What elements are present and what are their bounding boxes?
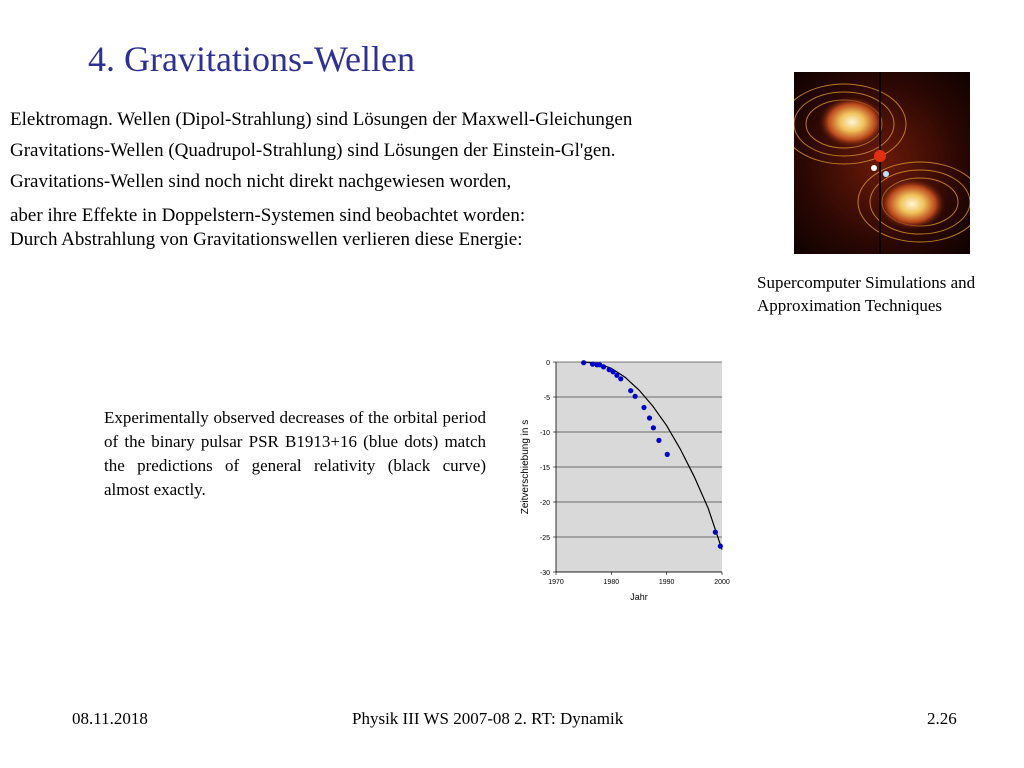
x-tick-label: 1990 [658,579,675,586]
slide-title: 4. Gravitations-Wellen [88,39,416,79]
image-caption [757,271,975,317]
bullet-line: Gravitations-Wellen sind noch nicht direkt nachgewiesen worden, [10,171,512,192]
x-tick-label: 1980 [603,579,620,586]
y-tick-label: -20 [539,500,550,507]
caption-line: Supercomputer Simulations and [757,273,976,292]
data-point [610,369,615,374]
data-point [581,360,586,365]
data-point [656,438,661,443]
x-tick-label: 1970 [548,579,564,586]
data-point [614,373,619,378]
footer-date: 08.11.2018 [72,709,148,728]
bullet-line: Durch Abstrahlung von Gravitationswellen verlieren diese Energie: [10,229,523,250]
y-tick-label: -5 [543,395,550,402]
chart-description: Experimentally observed decreases of the orbital period of the binary pulsar PSR B1913+16 (blue dots) match the predictions of general relativity (black curve) almost exactly. [104,408,486,499]
x-tick-label: 2000 [714,579,730,586]
bullet-line: aber ihre Effekte in Doppelstern-Systemen sind beobachtet worden: [10,205,526,226]
data-point [641,405,646,410]
y-tick-label: -10 [539,430,550,437]
caption-line: Approximation Techniques [757,296,942,315]
pulsar-timing-chart [510,350,750,610]
simulation-image [794,72,970,254]
data-point [601,364,606,369]
y-tick-label: -15 [539,465,550,472]
data-point [590,362,595,367]
data-point [665,452,670,457]
data-point [713,530,718,535]
bullet-line: Elektromagn. Wellen (Dipol-Strahlung) sind Lösungen der Maxwell-Gleichungen [10,109,633,130]
data-point [618,376,623,381]
y-tick-label: -30 [539,570,550,577]
data-point [647,415,652,420]
data-point [633,394,638,399]
footer-course: Physik III WS 2007-08 2. RT: Dynamik [352,709,624,728]
data-point [628,388,633,393]
y-tick-label: 0 [546,360,550,367]
data-point [718,544,723,549]
bullet-line: Gravitations-Wellen (Quadrupol-Strahlung) sind Lösungen der Einstein-Gl'gen. [10,140,616,161]
y-tick-label: -25 [539,535,550,542]
data-point [651,425,656,430]
x-axis-label: Jahr [630,592,648,602]
bullet-list [10,104,632,252]
y-axis-label: Zeitverschiebung in s [520,419,531,515]
footer-page-number: 2.26 [927,709,957,728]
